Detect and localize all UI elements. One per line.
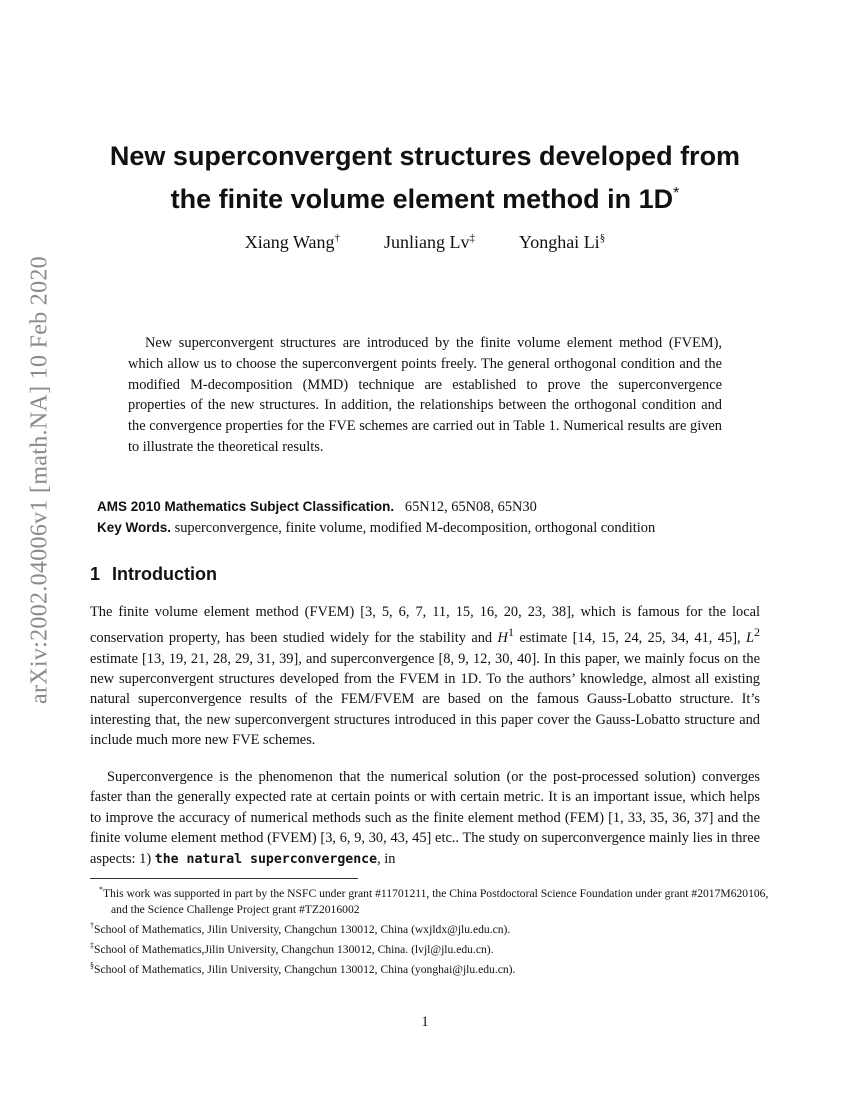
footnote-mark: †: [90, 921, 94, 931]
l-symbol: L: [745, 630, 754, 647]
footnote-affiliation: [90, 918, 770, 938]
section-number: 1: [90, 564, 101, 584]
title-line-2: [90, 175, 760, 218]
ams-label: AMS 2010 Mathematics Subject Classification.: [97, 499, 395, 514]
author-mark: ‡: [469, 232, 475, 244]
keywords-label: Key Words.: [97, 520, 172, 535]
title-line-2-text: the finite volume element method in 1D: [170, 184, 674, 214]
footnote-text: School of Mathematics, Jilin University, Changchun 130012, China (wxjldx@jlu.edu.cn).: [94, 923, 511, 937]
footnote-affiliation: [90, 958, 770, 978]
footnote-text: School of Mathematics, Jilin University, Changchun 130012, China (yonghai@jlu.edu.cn).: [94, 963, 516, 977]
footnote-funding: [90, 882, 770, 918]
author: [519, 232, 605, 253]
author-name: Yonghai Li: [519, 232, 600, 252]
para2-tail: , in: [377, 850, 396, 867]
ams-classification: [97, 497, 757, 517]
arxiv-identifier: arXiv:2002.04006v1 [math.NA] 10 Feb 2020: [26, 256, 53, 704]
section-heading-introduction: [90, 564, 217, 585]
author: [384, 232, 475, 253]
h-symbol: H: [497, 630, 508, 647]
author-name: Xiang Wang: [244, 232, 335, 252]
footnote-affiliation: [90, 938, 770, 958]
author: [245, 232, 340, 253]
para1-text-3: estimate [13, 19, 21, 28, 29, 31, 39], and superconvergence [8, 9, 12, 30, 40]. In this paper, we mainly focus on the new superconvergent structures developed from the FVEM in 1D. To the authors’ knowledge, almost all existing natural superconvergence results of the FEM/FVEM are based on the famous Gauss-Lobatto structure. It’s interesting that, the new superconvergent structures introduced in this paper cover the Gauss-Lobatto structure and include much more new FVE schemes.: [90, 650, 760, 749]
para1-text-2: estimate [14, 15, 24, 25, 34, 41, 45],: [513, 630, 746, 647]
author-list: [90, 232, 760, 253]
keywords-value: superconvergence, finite volume, modified M-decomposition, orthogonal condition: [174, 520, 656, 536]
footnote-text: School of Mathematics,Jilin University, Changchun 130012, China. (lvjl@jlu.edu.cn).: [94, 943, 494, 957]
footnote-mark: *: [99, 885, 103, 894]
intro-paragraph-1: [90, 602, 760, 751]
footnotes: [90, 882, 770, 978]
title-footnote-mark: *: [673, 185, 680, 202]
key-words: [97, 518, 757, 538]
author-mark: §: [599, 232, 606, 244]
para1-text-1: The finite volume element method (FVEM) [3, 5, 6, 7, 11, 15, 16, 20, 23, 38], which is famous for the local conservation property, has been studied widely for the stability and: [90, 604, 760, 647]
ams-value: 65N12, 65N08, 65N30: [404, 499, 537, 515]
page-number: 1: [421, 1014, 429, 1030]
para2-text: Superconvergence is the phenomenon that the numerical solution (or the post-processed solution) converges faster than the generally expected rate at certain points or with certain metric. It is an important issue, which helps to improve the accuracy of numerical methods such as the finite element method (FEM) [1, 33, 35, 36, 37] and the finite volume element method (FVEM) [3, 6, 9, 30, 43, 45] etc.. The study on superconvergence mainly lies in three aspects: 1): [90, 769, 760, 867]
footnote-text: This work was supported in part by the NSFC under grant #11701211, the China Postdoctoral Science Foundation under grant #2017M620106, and the Science Challenge Project grant #TZ2016002: [103, 886, 769, 917]
author-name: Junliang Lv: [384, 232, 470, 252]
footnote-mark: ‡: [90, 941, 94, 951]
para2-bold: the natural superconvergence: [154, 851, 378, 867]
section-title: Introduction: [112, 564, 217, 584]
author-mark: †: [334, 232, 340, 244]
abstract: New superconvergent structures are introduced by the finite volume element method (FVEM), which allow us to choose the superconvergent points freely. The general orthogonal condition and the modified M-decomposition (MMD) technique are established to prove the superconvergence properties of the new structures. In addition, the relationships between the orthogonal condition and the convergence properties for the FVE schemes are carried out in Table 1. Numerical results are given to illustrate the theoretical results.: [128, 335, 722, 455]
footnote-divider: [90, 878, 358, 879]
h-exponent: 1: [507, 625, 514, 640]
arxiv-sidebar: [20, 256, 60, 704]
intro-paragraph-2: [90, 767, 760, 870]
footnote-mark: §: [90, 961, 94, 971]
l-exponent: 2: [754, 625, 760, 640]
title-line-1: New superconvergent structures developed from: [109, 141, 741, 171]
paper-title: [90, 137, 760, 218]
